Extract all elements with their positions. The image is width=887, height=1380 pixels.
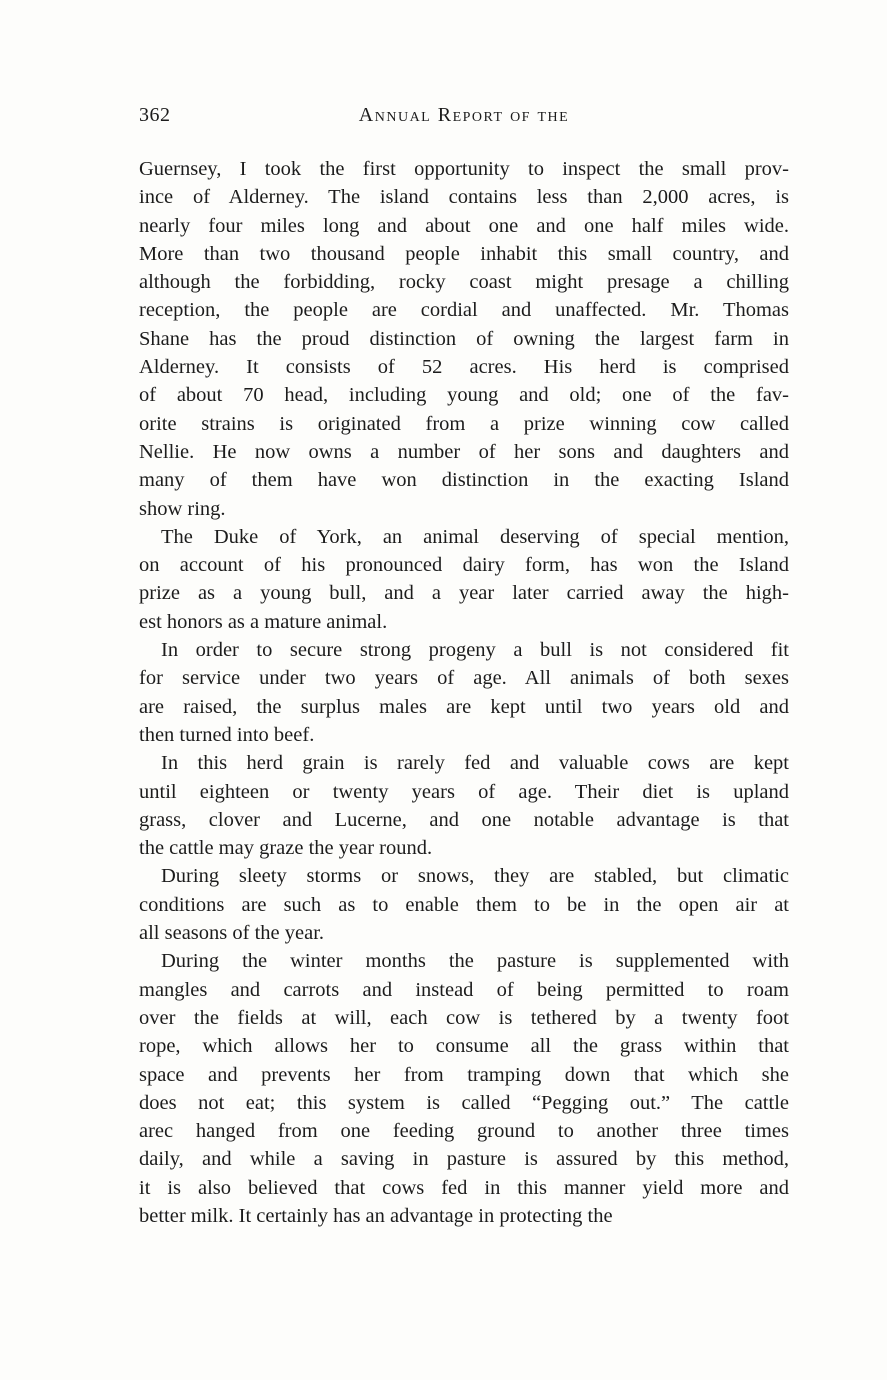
text-line: many of them have won distinction in the exacting Island [139,469,789,492]
text-line: the cattle may graze the year round. [139,837,433,860]
text-line: orite strains is originated from a prize winning cow called [139,412,789,435]
text-line: mangles and carrots and instead of being permitted to roam [139,978,789,1001]
text-line: grass, clover and Lucerne, and one notable advantage is that [139,808,789,831]
text-line: rope, which allows her to consume all the grass within that [139,1035,789,1058]
text-line: until eighteen or twenty years of age. Their diet is upland [139,780,789,803]
text-line: In order to secure strong progeny a bull is not considered fit [161,639,789,662]
paragraph [139,523,789,636]
text-line: The Duke of York, an animal deserving of special mention, [161,525,789,548]
text-line: space and prevents her from tramping down that which she [139,1063,789,1086]
text-line: arec hanged from one feeding ground to another three times [139,1120,789,1143]
paragraph [139,749,789,862]
text-line: Nellie. He now owns a number of her sons and daughters and [139,440,789,463]
text-line: prize as a young bull, and a year later carried away the high- [139,582,789,605]
text-line: then turned into beef. [139,723,315,746]
text-line: nearly four miles long and about one and one half miles wide. [139,214,789,237]
text-line: all seasons of the year. [139,922,325,945]
text-line: on account of his pronounced dairy form, has won the Island [139,554,789,577]
page-number: 362 [139,104,171,126]
text-line: of about 70 head, including young and old; one of the fav- [139,384,789,407]
text-line: During the winter months the pasture is supplemented with [161,950,789,973]
text-line: More than two thousand people inhabit this small country, and [139,242,789,265]
text-line: Guernsey, I took the first opportunity to inspect the small prov- [139,158,789,180]
text-line: reception, the people are cordial and unaffected. Mr. Thomas [139,299,789,322]
text-line: it is also believed that cows fed in this manner yield more and [139,1176,789,1199]
text-line: ince of Alderney. The island contains less than 2,000 acres, is [139,186,789,209]
text-line: During sleety storms or snows, they are stabled, but climatic [161,865,789,888]
text-line: for service under two years of age. All animals of both sexes [139,667,789,690]
text-line: better milk. It certainly has an advantage in protecting the [139,1204,613,1227]
text-line: show ring. [139,497,226,520]
text-line: although the forbidding, rocky coast might presage a chilling [139,271,789,294]
text-line: Alderney. It consists of 52 acres. His herd is comprised [139,356,789,379]
paragraph [139,862,789,947]
text-line: Shane has the proud distinction of owning the largest farm in [139,327,789,350]
text-line: conditions are such as to enable them to be in the open air at [139,893,789,916]
page-header [139,104,789,134]
text-line: daily, and while a saving in pasture is assured by this method, [139,1148,789,1171]
text-line: over the fields at will, each cow is tethered by a twenty foot [139,1006,789,1029]
paragraph [139,155,789,523]
text-line: does not eat; this system is called “Pegging out.” The cattle [139,1091,789,1114]
paragraph [139,636,789,749]
body-text [139,155,789,1230]
running-head: Annual Report of the [358,104,570,126]
text-line: est honors as a mature animal. [139,610,388,633]
text-line: In this herd grain is rarely fed and valuable cows are kept [161,752,789,775]
paragraph [139,947,789,1230]
text-line: are raised, the surplus males are kept until two years old and [139,695,789,718]
